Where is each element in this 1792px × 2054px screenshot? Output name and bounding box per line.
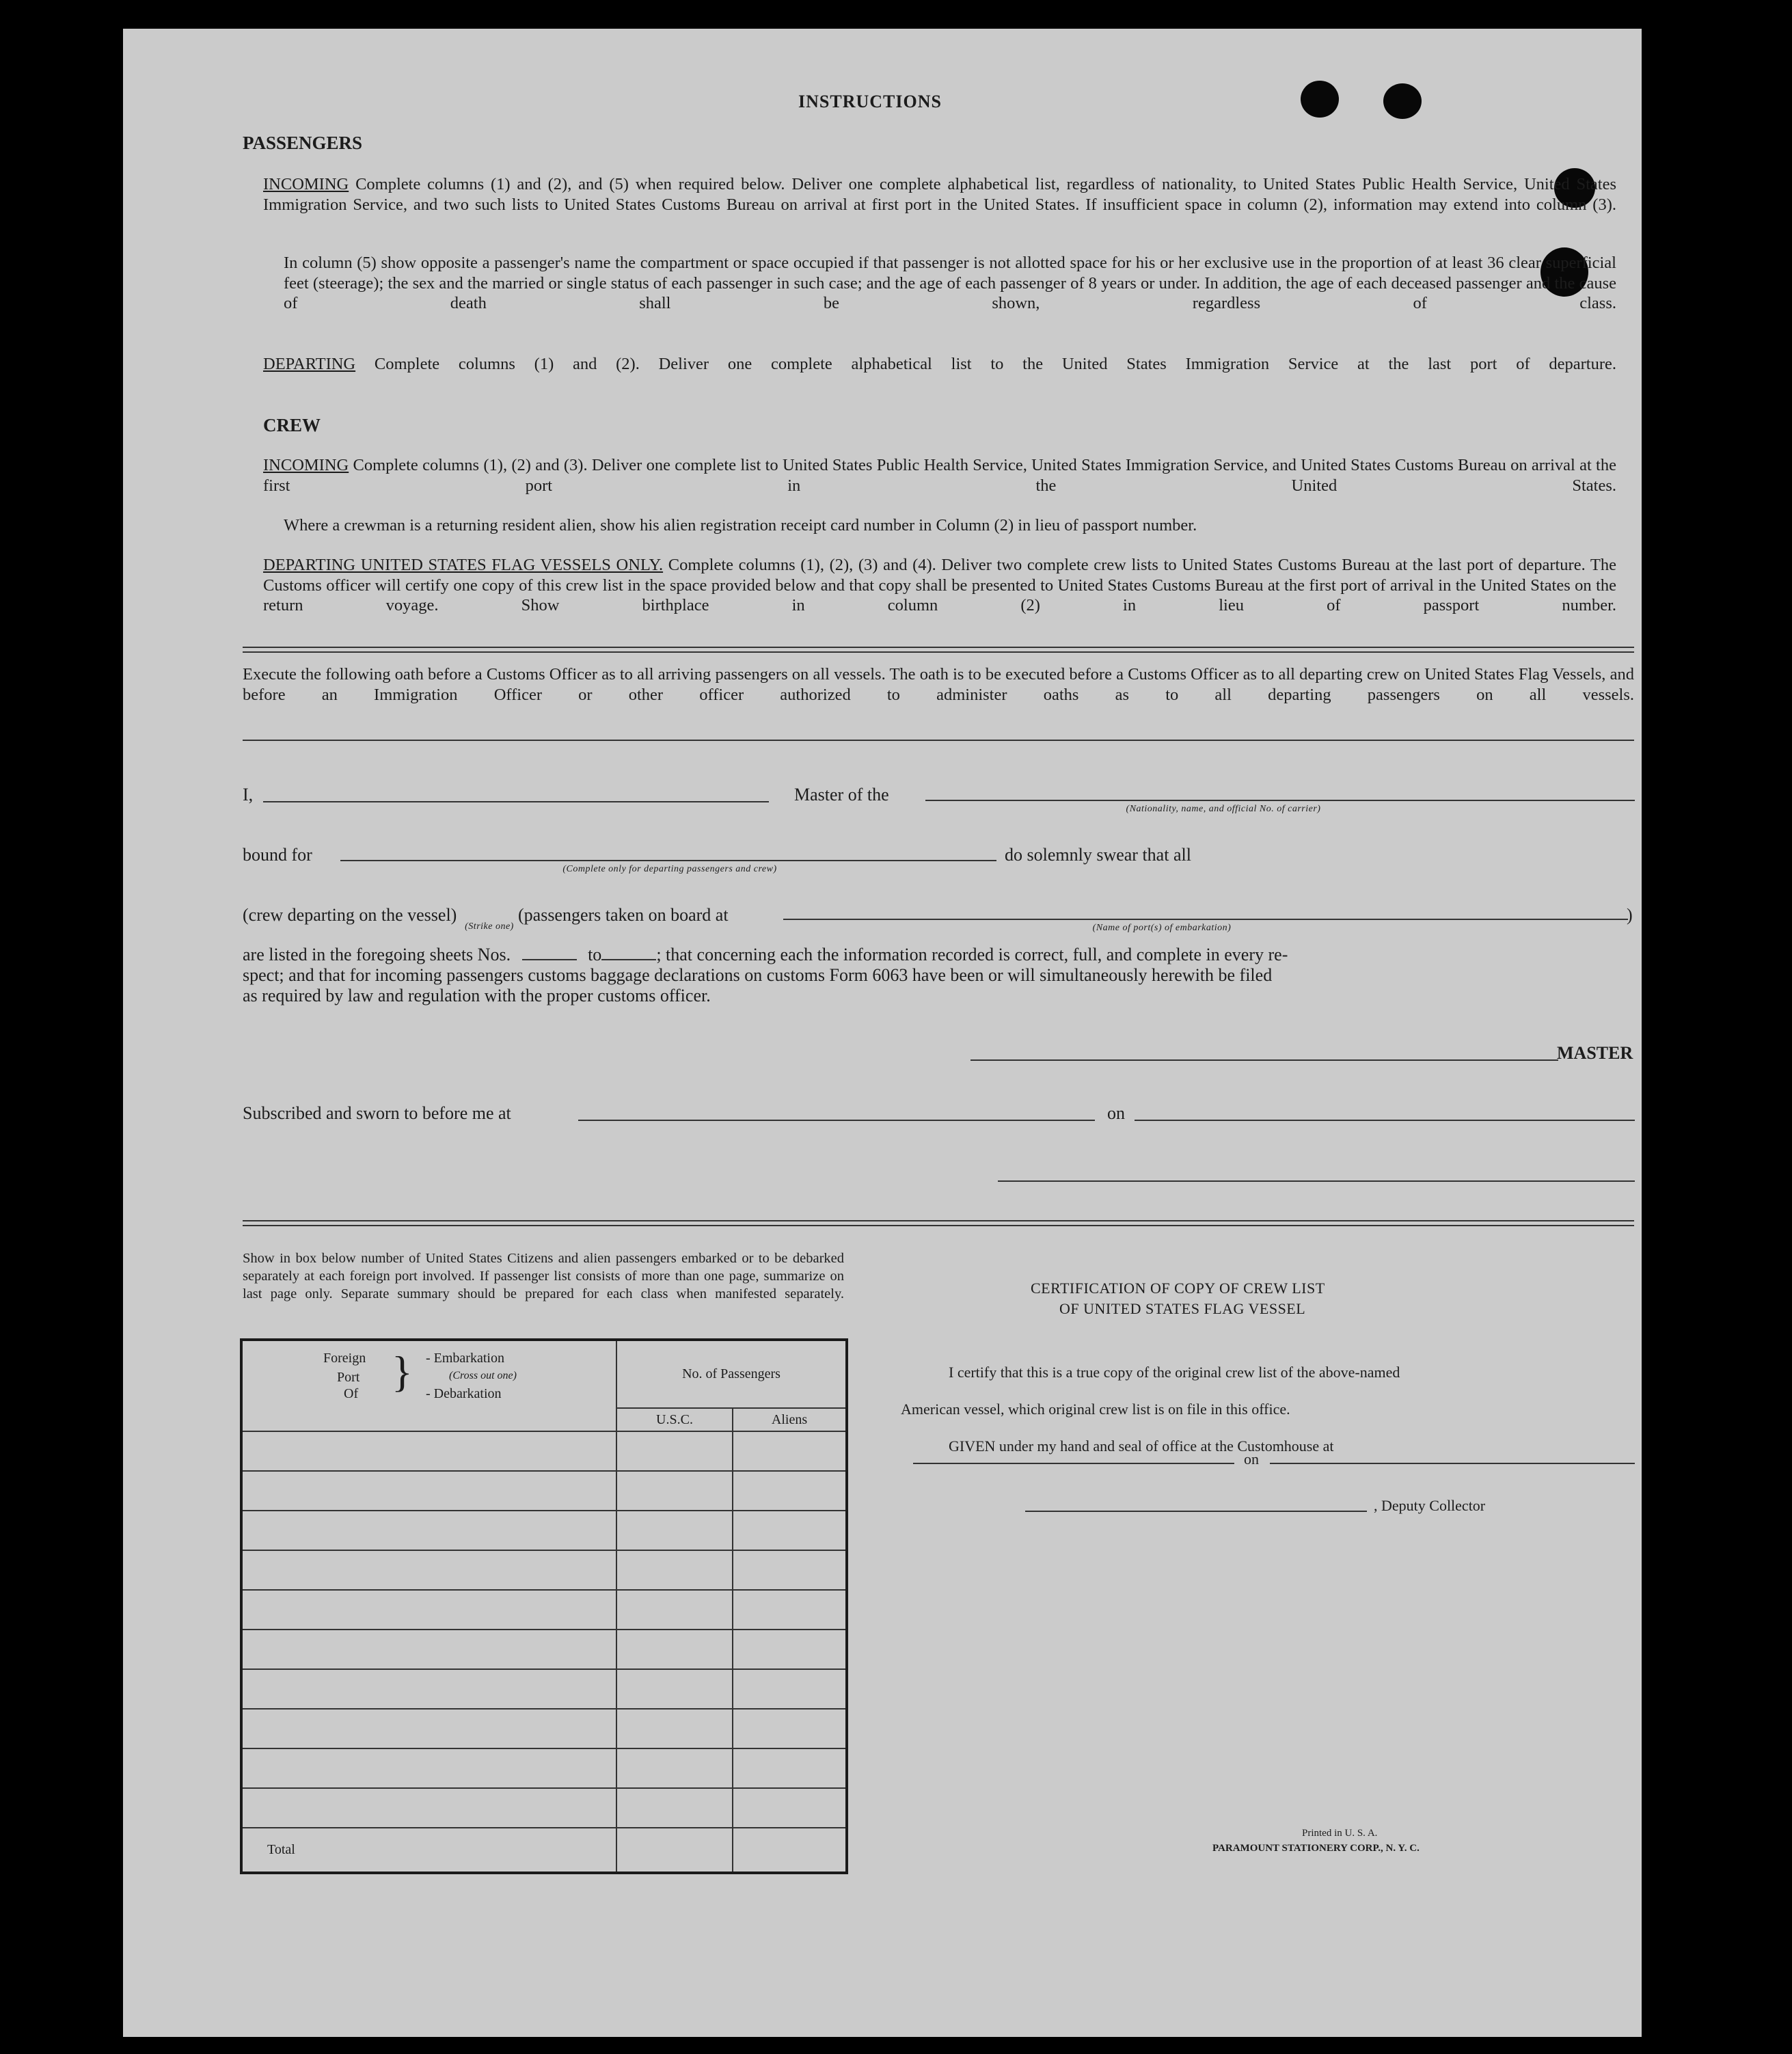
document-page — [123, 29, 1642, 2037]
listed-to: to — [588, 945, 602, 964]
crew-departing-lead: DEPARTING UNITED STATES FLAG VESSELS ONLY. — [263, 556, 664, 574]
aliens-cell[interactable] — [733, 1431, 847, 1471]
passengers-taken-option: (passengers taken on board at — [518, 905, 729, 925]
certification-date-field[interactable] — [1270, 1463, 1635, 1464]
aliens-cell[interactable] — [733, 1709, 847, 1748]
passengers-incoming-lead: INCOMING — [263, 175, 349, 193]
aliens-header: Aliens — [733, 1408, 847, 1431]
master-name-field[interactable] — [263, 801, 769, 802]
aliens-cell[interactable] — [733, 1669, 847, 1709]
crew-resident-alien-paragraph: Where a crewman is a returning resident alien, show his alien registration receipt card number in Column (2) in lieu of passport number. — [284, 516, 1197, 535]
oath-preamble: Execute the following oath before a Customs Officer as to all arriving passengers on all vessels. The oath is to be executed before a Customs Officer as to all departing crew on United States Flag Vessels, and before an Immigration Officer or other officer authorized to administer oaths as to all departing passengers on all vessels. — [243, 665, 1634, 704]
usc-header: U.S.C. — [616, 1408, 733, 1431]
crew-incoming-text: Complete columns (1), (2) and (3). Deliver one complete list to United States Public Health Service, United States Immigration Service, and United States Customs Bureau on arrival at the first port in the United States. — [263, 456, 1616, 495]
oath-i-label: I, — [243, 785, 254, 805]
subscribed-on-label: on — [1107, 1103, 1125, 1123]
crew-departing-text: Complete columns (1), (2), (3) and (4). Deliver two complete crew lists to United States Customs Bureau at the last port of departure. The Customs officer will certify one copy of this crew list in the space provided below and that copy shall be presented to United States Customs Bureau at the first port of arrival in the United States on the return voyage. Show birthplace in column (2) in lieu of passport number. — [263, 556, 1616, 614]
table-row — [241, 1630, 847, 1669]
subscribed-label: Subscribed and sworn to before me at — [243, 1103, 511, 1123]
crew-departing-paragraph — [263, 555, 1616, 636]
table-row — [241, 1788, 847, 1828]
bound-for-field[interactable] — [340, 860, 996, 861]
table-row — [241, 1669, 847, 1709]
port-cell[interactable] — [241, 1550, 616, 1590]
crew-departing-option: (crew departing on the vessel) — [243, 905, 457, 925]
passengers-departing-text: Complete columns (1) and (2). Deliver one complete alphabetical list to the United States Immigration Service at the last port of departure. — [374, 355, 1616, 373]
port-cell[interactable] — [241, 1788, 616, 1828]
passengers-departing-paragraph — [263, 354, 1616, 394]
usc-cell[interactable] — [616, 1788, 733, 1828]
ports-caption: (Name of port(s) of embarkation) — [1092, 923, 1232, 933]
foreign-label: Foreign — [323, 1351, 366, 1366]
table-row — [241, 1748, 847, 1788]
usc-cell[interactable] — [616, 1630, 733, 1669]
certification-text-1: I certify that this is a true copy of the original crew list of the above-named — [949, 1364, 1400, 1381]
table-row — [241, 1550, 847, 1590]
port-header-cell — [241, 1340, 616, 1431]
total-row — [241, 1828, 847, 1873]
table-row — [241, 1471, 847, 1511]
crew-incoming-lead: INCOMING — [263, 456, 349, 474]
close-paren: ) — [1627, 905, 1633, 925]
punch-hole-1 — [1301, 81, 1339, 118]
port-cell[interactable] — [241, 1471, 616, 1511]
carrier-caption: (Nationality, name, and official No. of carrier) — [1126, 804, 1321, 814]
deputy-signature-field[interactable] — [1025, 1511, 1367, 1512]
aliens-cell[interactable] — [733, 1630, 847, 1669]
sheet-from-field[interactable] — [522, 945, 577, 960]
debarkation-label: - Debarkation — [426, 1386, 502, 1401]
usc-cell[interactable] — [616, 1709, 733, 1748]
printer-name: PARAMOUNT STATIONERY CORP., N. Y. C. — [1212, 1843, 1420, 1854]
total-aliens-cell[interactable] — [733, 1828, 847, 1873]
usc-cell[interactable] — [616, 1590, 733, 1630]
usc-cell[interactable] — [616, 1669, 733, 1709]
certification-on-label: on — [1244, 1450, 1259, 1468]
aliens-cell[interactable] — [733, 1550, 847, 1590]
total-usc-cell[interactable] — [616, 1828, 733, 1873]
table-row — [241, 1431, 847, 1471]
aliens-cell[interactable] — [733, 1788, 847, 1828]
port-cell[interactable] — [241, 1748, 616, 1788]
subscribed-date-field[interactable] — [1135, 1120, 1635, 1121]
usc-cell[interactable] — [616, 1431, 733, 1471]
table-row — [241, 1511, 847, 1550]
sheet-to-field[interactable] — [601, 945, 656, 960]
listed-line-4: as required by law and regulation with the proper customs officer. — [243, 986, 711, 1005]
usc-cell[interactable] — [616, 1471, 733, 1511]
master-signature-field[interactable] — [970, 1059, 1558, 1061]
port-label: Port — [337, 1370, 360, 1385]
aliens-cell[interactable] — [733, 1748, 847, 1788]
instructions-title: INSTRUCTIONS — [798, 92, 942, 111]
passengers-heading: PASSENGERS — [243, 133, 363, 153]
listed-text-1: are listed in the foregoing sheets Nos. — [243, 945, 511, 964]
passengers-incoming-text: Complete columns (1) and (2), and (5) when required below. Deliver one complete alphabetical list, regardless of nationality, to United States Public Health Service, United States Immigration Service, and two such lists to United States Customs Bureau on arrival at first port in the United States. If insufficient space in column (2), information may extend into column (3). — [263, 175, 1616, 214]
embarkation-label: - Embarkation — [426, 1351, 504, 1366]
table-row — [241, 1590, 847, 1630]
certification-text-3: GIVEN under my hand and seal of office at the Customhouse at — [949, 1437, 1334, 1455]
printed-in-usa: Printed in U. S. A. — [1302, 1828, 1378, 1839]
port-cell[interactable] — [241, 1590, 616, 1630]
certification-title-1: CERTIFICATION OF COPY OF CREW LIST — [1031, 1280, 1325, 1297]
certification-text-2: American vessel, which original crew list is on file in this office. — [901, 1401, 1290, 1418]
strike-one-caption: (Strike one) — [465, 921, 514, 932]
crew-heading: CREW — [263, 415, 321, 435]
port-cell[interactable] — [241, 1669, 616, 1709]
port-cell[interactable] — [241, 1511, 616, 1550]
port-cell[interactable] — [241, 1630, 616, 1669]
divider-2 — [243, 740, 1634, 741]
summary-intro: Show in box below number of United States Citizens and alien passengers embarked or to be debarked separately at each foreign port involved. If passenger list consists of more than one page, summarize on last page only. Separate summary should be prepared for each class when manifested separately. — [243, 1251, 844, 1301]
master-of-the-label: Master of the — [794, 785, 889, 805]
aliens-cell[interactable] — [733, 1590, 847, 1630]
passengers-column5-paragraph: In column (5) show opposite a passenger's name the compartment or space occupied if that passenger is not allotted space for his or her exclusive use in the proportion of at least 36 clear superficial feet (steerage); the sex and the married or single status of each passenger in such case; and the age of each passenger of 8 years or under. In addition, the age of each deceased passenger and the cause of death shall be shown, regardless of class. — [284, 254, 1616, 312]
customhouse-field[interactable] — [913, 1463, 1234, 1464]
table-row — [241, 1709, 847, 1748]
passenger-summary-table — [240, 1338, 848, 1874]
port-cell[interactable] — [241, 1431, 616, 1471]
bound-for-caption: (Complete only for departing passengers and crew) — [562, 864, 777, 874]
certification-title-2: OF UNITED STATES FLAG VESSEL — [1059, 1300, 1306, 1317]
aliens-cell[interactable] — [733, 1471, 847, 1511]
carrier-field[interactable] — [925, 800, 1635, 801]
usc-cell[interactable] — [616, 1511, 733, 1550]
cross-out-label: (Cross out one) — [449, 1370, 517, 1381]
listed-line-3: spect; and that for incoming passengers customs baggage declarations on customs Form 6063 have been or will simultaneously herewith be filed — [243, 965, 1273, 985]
officer-signature-field[interactable] — [998, 1180, 1635, 1182]
solemnly-swear-text: do solemnly swear that all — [1005, 845, 1191, 865]
listed-text-2: ; that concerning each the information recorded is correct, full, and complete in every re- — [656, 945, 1288, 964]
bound-for-label: bound for — [243, 845, 312, 865]
passengers-incoming-paragraph — [263, 174, 1616, 235]
divider-1 — [243, 647, 1634, 653]
usc-cell[interactable] — [616, 1748, 733, 1788]
usc-cell[interactable] — [616, 1550, 733, 1590]
divider-3 — [243, 1220, 1634, 1226]
deputy-collector-label: , Deputy Collector — [1374, 1497, 1486, 1514]
brace-icon: } — [392, 1347, 413, 1396]
no-of-passengers-header: No. of Passengers — [616, 1340, 847, 1408]
crew-incoming-paragraph — [263, 455, 1616, 516]
total-label: Total — [241, 1828, 616, 1873]
port-cell[interactable] — [241, 1709, 616, 1748]
master-label: MASTER — [1557, 1043, 1633, 1063]
aliens-cell[interactable] — [733, 1511, 847, 1550]
embarkation-ports-field[interactable] — [783, 919, 1628, 920]
listed-line-1 — [243, 945, 1288, 965]
punch-hole-2 — [1383, 83, 1422, 119]
passengers-departing-lead: DEPARTING — [263, 355, 356, 373]
of-label: Of — [344, 1386, 359, 1401]
subscribed-place-field[interactable] — [578, 1120, 1095, 1121]
